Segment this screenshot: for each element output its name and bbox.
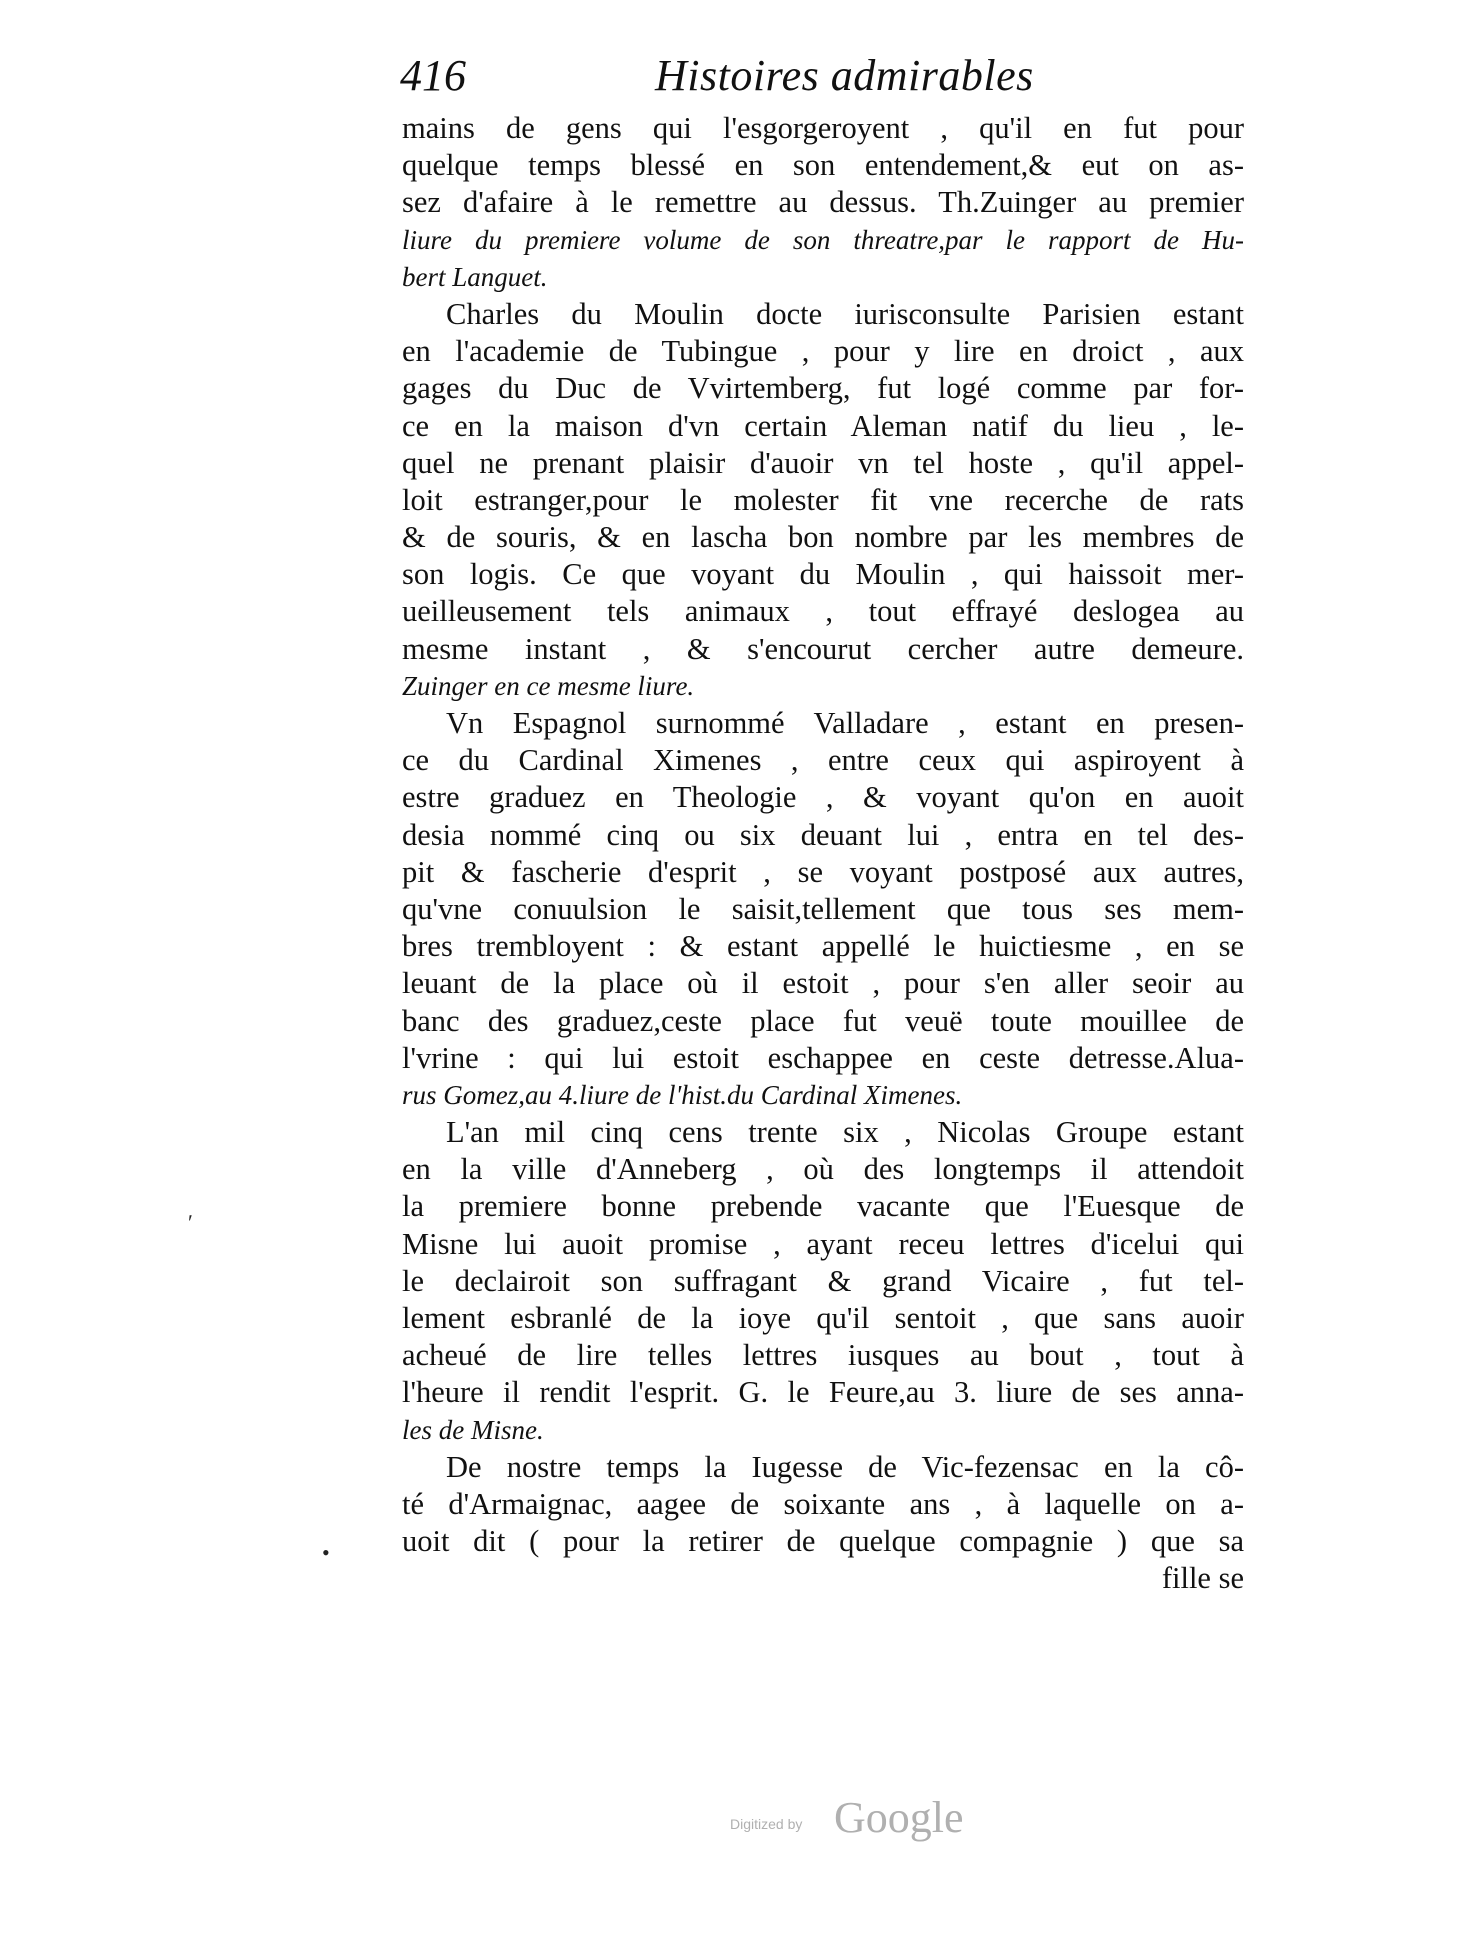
text-line: quel ne prenant plaisir d'auoir vn tel hoste , qu'il appel- xyxy=(402,445,1244,480)
text-line: gages du Duc de Vvirtemberg, fut logé comme par for- xyxy=(402,371,1244,406)
text-line: quelque temps blessé en son entendement,& eut on as- xyxy=(402,148,1244,183)
text-line: ce du Cardinal Ximenes , entre ceux qui aspiroyent à xyxy=(402,743,1244,778)
text-line: en l'academie de Tubingue , pour y lire en droict , aux xyxy=(402,334,1244,369)
text-line: ueilleusement tels animaux , tout effrayé deslogea au xyxy=(402,594,1244,629)
digitization-watermark xyxy=(730,1792,1030,1852)
citation-line: rus Gomez,au 4.liure de l'hist.du Cardinal Ximenes. xyxy=(402,1079,963,1110)
citation-line: les de Misne. xyxy=(402,1414,544,1445)
paragraph-start: Charles du Moulin docte iurisconsulte Parisien estant xyxy=(446,296,1244,331)
text-line: sez d'afaire à le remettre au dessus. Th.Zuinger au premier xyxy=(402,185,1244,220)
citation-line: liure du premiere volume de son threatre,par le rapport de Hu- xyxy=(402,224,1244,255)
margin-speck: • xyxy=(322,1540,330,1565)
text-line: l'heure il rendit l'esprit. G. le Feure,au 3. liure de ses anna- xyxy=(402,1375,1244,1410)
page-header xyxy=(400,50,1040,114)
text-line: uoit dit ( pour la retirer de quelque compagnie ) que sa xyxy=(402,1524,1244,1559)
body-text xyxy=(402,110,1244,1598)
citation-line: Zuinger en ce mesme liure. xyxy=(402,670,695,701)
text-line: la premiere bonne prebende vacante que l'Euesque de xyxy=(402,1189,1244,1224)
running-title: Histoires admirables xyxy=(655,51,1034,100)
text-line: son logis. Ce que voyant du Moulin , qui haissoit mer- xyxy=(402,557,1244,592)
text-line: bres trembloyent : & estant appellé le huictiesme , en se xyxy=(402,929,1244,964)
text-line: té d'Armaignac, aagee de soixante ans , à laquelle on a- xyxy=(402,1486,1244,1521)
text-line: loit estranger,pour le molester fit vne recerche de rats xyxy=(402,482,1244,517)
paragraph-start: Vn Espagnol surnommé Valladare , estant en presen- xyxy=(446,706,1244,740)
text-line: banc des graduez,ceste place fut veuë toute mouillee de xyxy=(402,1003,1244,1038)
citation-line: bert Languet. xyxy=(402,261,548,292)
text-line: acheué de lire telles lettres iusques au bout , tout à xyxy=(402,1338,1244,1373)
text-line: & de souris, & en lascha bon nombre par les membres de xyxy=(402,520,1244,555)
text-line: mains de gens qui l'esgorgeroyent , qu'il en fut pour xyxy=(402,111,1244,145)
text-line: leuant de la place où il estoit , pour s'en aller seoir au xyxy=(402,966,1244,1001)
text-line: l'vrine : qui lui estoit eschappee en ceste detresse.Alua- xyxy=(402,1040,1244,1075)
text-line: pit & fascherie d'esprit , se voyant postposé aux autres, xyxy=(402,854,1244,889)
paragraph-start: L'an mil cinq cens trente six , Nicolas Groupe estant xyxy=(446,1115,1244,1150)
paragraph-start: De nostre temps la Iugesse de Vic-fezensac en la cô- xyxy=(446,1449,1244,1484)
text-line: en la ville d'Anneberg , où des longtemps il attendoit xyxy=(402,1152,1244,1187)
text-line: ce en la maison d'vn certain Aleman natif du lieu , le- xyxy=(402,408,1244,443)
watermark-brand: Google xyxy=(834,1793,964,1842)
text-line: lement esbranlé de la ioye qu'il sentoit , que sans auoir xyxy=(402,1301,1244,1335)
page-number: 416 xyxy=(400,51,466,100)
text-line: le declairoit son suffragant & grand Vicaire , fut tel- xyxy=(402,1263,1244,1298)
text-line: qu'vne conuulsion le saisit,tellement que tous ses mem- xyxy=(402,891,1244,926)
catchword: fille se xyxy=(1161,1561,1244,1596)
text-line: estre graduez en Theologie , & voyant qu'on en auoit xyxy=(402,780,1244,815)
text-line: mesme instant , & s'encourut cercher autre demeure. xyxy=(402,631,1244,666)
text-line: Misne lui auoit promise , ayant receu lettres d'icelui qui xyxy=(402,1226,1244,1261)
margin-speck: ʹ xyxy=(188,1210,193,1235)
text-line: desia nommé cinq ou six deuant lui , entra en tel des- xyxy=(402,817,1244,852)
watermark-prefix: Digitized by xyxy=(730,1816,803,1832)
